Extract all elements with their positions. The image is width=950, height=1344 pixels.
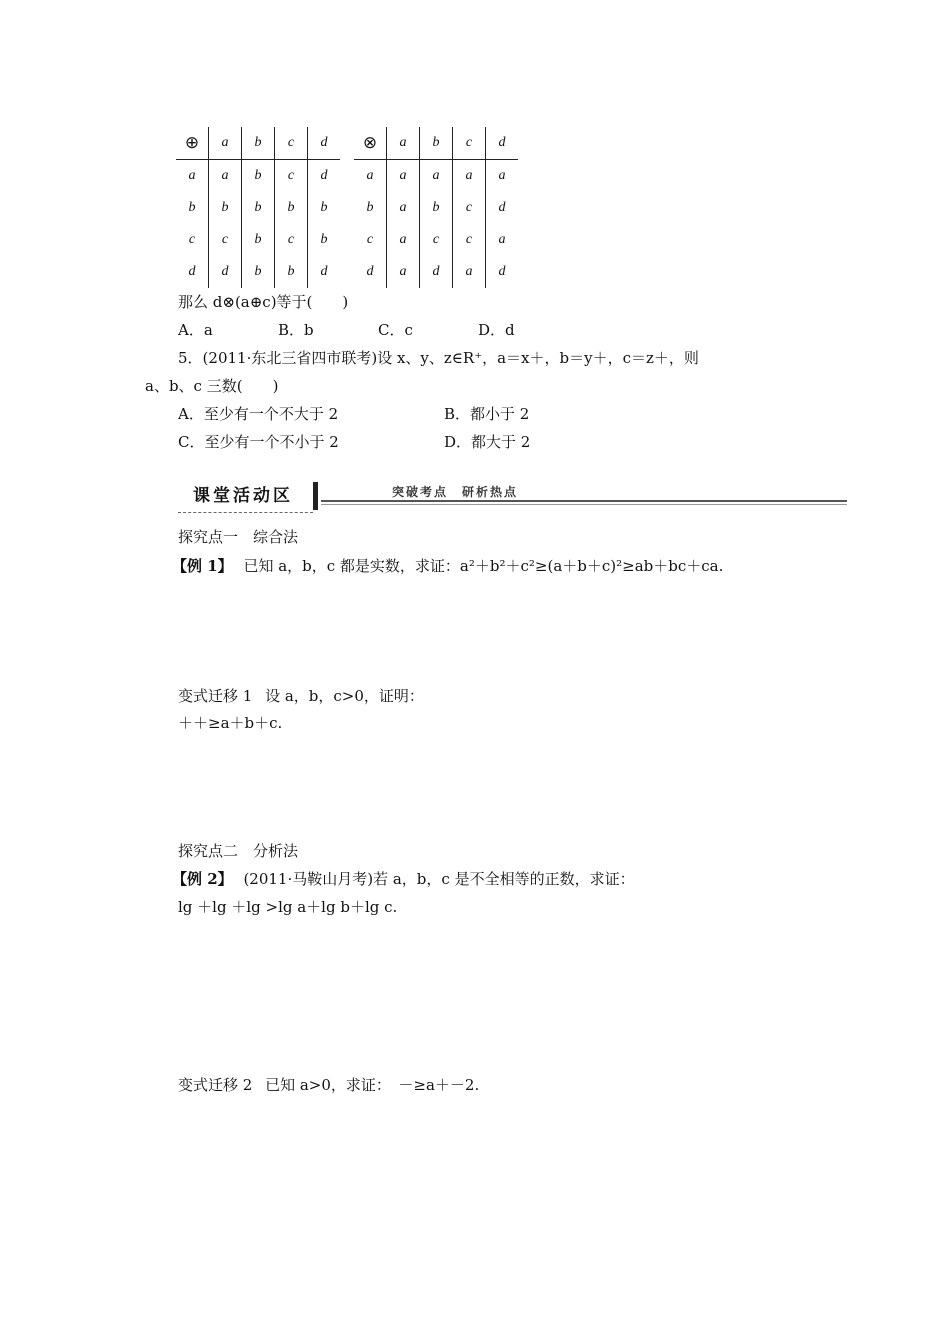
otimes-table-cell: c: [453, 224, 486, 256]
section1-heading: 探究点一 综合法: [178, 528, 299, 546]
oplus-table-header-row: [176, 127, 340, 160]
example1: [172, 556, 723, 576]
banner-rule: [321, 500, 847, 502]
oplus-table-cell: b: [308, 224, 341, 256]
q5-option-d: D．都大于 2: [444, 433, 531, 451]
oplus-table-cell: b: [275, 192, 308, 224]
table-otimes: [354, 127, 518, 288]
otimes-table-cell: a: [387, 256, 420, 288]
oplus-table-row: [176, 224, 340, 256]
oplus-table-cell: d: [308, 127, 341, 160]
otimes-table-cell: a: [420, 160, 453, 193]
oplus-table-cell: a: [209, 160, 242, 193]
oplus-table-cell: b: [242, 192, 275, 224]
otimes-table-cell: d: [420, 256, 453, 288]
otimes-table-cell: c: [420, 224, 453, 256]
example1-text: 已知 a，b，c 都是实数，求证：a²＋b²＋c²≥(a＋b＋c)²≥ab＋bc＋ca.: [243, 557, 724, 575]
oplus-table-cell: b: [275, 256, 308, 288]
oplus-table-cell: c: [275, 127, 308, 160]
example1-label: 【例 1】: [172, 557, 233, 575]
banner-dashed-underline: [178, 512, 313, 513]
otimes-table-row: [354, 224, 518, 256]
example2-formula: lg ＋lg ＋lg >lg a＋lg b＋lg c.: [178, 898, 398, 916]
q4-option-d: D．d: [478, 321, 515, 339]
variant2-label: 变式迁移 2: [178, 1076, 253, 1094]
otimes-table-cell: b: [420, 192, 453, 224]
otimes-table-operator-symbol: ⊗: [354, 127, 387, 160]
variant2: [178, 1075, 479, 1095]
otimes-table-cell: a: [486, 160, 519, 193]
table-oplus: [176, 127, 340, 288]
variant1-label: 变式迁移 1: [178, 687, 253, 705]
q5-option-a: A．至少有一个不大于 2: [178, 405, 339, 423]
q4-stem: 那么 d⊗(a⊕c)等于( ): [178, 293, 349, 311]
oplus-table-cell: a: [188, 168, 196, 183]
oplus-table-cell: c: [188, 232, 196, 247]
otimes-table-cell: d: [486, 256, 519, 288]
section2-heading: 探究点二 分析法: [178, 842, 299, 860]
otimes-table-cell: c: [453, 192, 486, 224]
q5-line2: a、b、c 三数( ): [145, 377, 279, 395]
variant1-text: 设 a，b，c>0，证明：: [265, 687, 424, 705]
otimes-table-row: [354, 160, 518, 193]
otimes-table-cell: a: [366, 168, 374, 183]
otimes-table-cell: a: [453, 256, 486, 288]
otimes-table-cell: c: [366, 232, 374, 247]
otimes-table-cell: a: [387, 160, 420, 193]
otimes-table-cell: b: [420, 127, 453, 160]
oplus-table-cell: b: [308, 192, 341, 224]
oplus-table-cell: c: [275, 160, 308, 193]
oplus-table-cell: b: [242, 224, 275, 256]
oplus-table-cell: b: [242, 256, 275, 288]
otimes-table-cell: c: [453, 127, 486, 160]
oplus-table-cell: c: [209, 224, 242, 256]
otimes-table-cell: a: [387, 192, 420, 224]
otimes-table-cell: a: [387, 127, 420, 160]
variant2-text: 已知 a>0，求证： －≥a＋－2.: [265, 1076, 480, 1094]
example2-label: 【例 2】: [172, 870, 233, 888]
oplus-table-cell: d: [188, 264, 196, 279]
q5-line1: 5．(2011·东北三省四市联考)设 x、y、z∈R⁺，a＝x＋，b＝y＋，c＝z＋，则: [178, 349, 699, 367]
oplus-table-operator-symbol: ⊕: [176, 127, 209, 160]
example2: [172, 869, 635, 889]
variant1-formula: ＋＋≥a＋b＋c.: [178, 714, 283, 732]
otimes-table-header-row: [354, 127, 518, 160]
section-banner-subtitle: 突破考点 研析热点: [392, 485, 519, 499]
oplus-table-cell: d: [308, 160, 341, 193]
otimes-table-row: [354, 256, 518, 288]
otimes-table-cell: d: [486, 127, 519, 160]
oplus-table-cell: b: [188, 200, 196, 215]
q4-option-a: A．a: [178, 321, 213, 339]
oplus-table-cell: b: [209, 192, 242, 224]
oplus-table-row: [176, 192, 340, 224]
oplus-table-cell: b: [242, 160, 275, 193]
otimes-table-cell: a: [387, 224, 420, 256]
q5-option-c: C．至少有一个不小于 2: [178, 433, 339, 451]
oplus-table-cell: b: [242, 127, 275, 160]
otimes-table-cell: d: [366, 264, 374, 279]
section-banner-title: 课堂活动区: [193, 486, 293, 506]
otimes-table-row: [354, 192, 518, 224]
otimes-table-cell: b: [366, 200, 374, 215]
oplus-table-cell: c: [275, 224, 308, 256]
example2-text: (2011·马鞍山月考)若 a，b，c 是不全相等的正数，求证：: [243, 870, 635, 888]
otimes-table-cell: d: [486, 192, 519, 224]
q4-option-c: C．c: [378, 321, 413, 339]
oplus-table-cell: d: [209, 256, 242, 288]
oplus-table-cell: d: [308, 256, 341, 288]
oplus-table-cell: a: [209, 127, 242, 160]
oplus-table-row: [176, 160, 340, 193]
q5-option-b: B．都小于 2: [444, 405, 530, 423]
banner-rule-thin: [321, 504, 847, 505]
otimes-table-cell: a: [453, 160, 486, 193]
oplus-table-row: [176, 256, 340, 288]
banner-divider-bar: [313, 482, 318, 510]
variant1: [178, 686, 424, 706]
otimes-table-cell: a: [486, 224, 519, 256]
q4-option-b: B．b: [278, 321, 314, 339]
